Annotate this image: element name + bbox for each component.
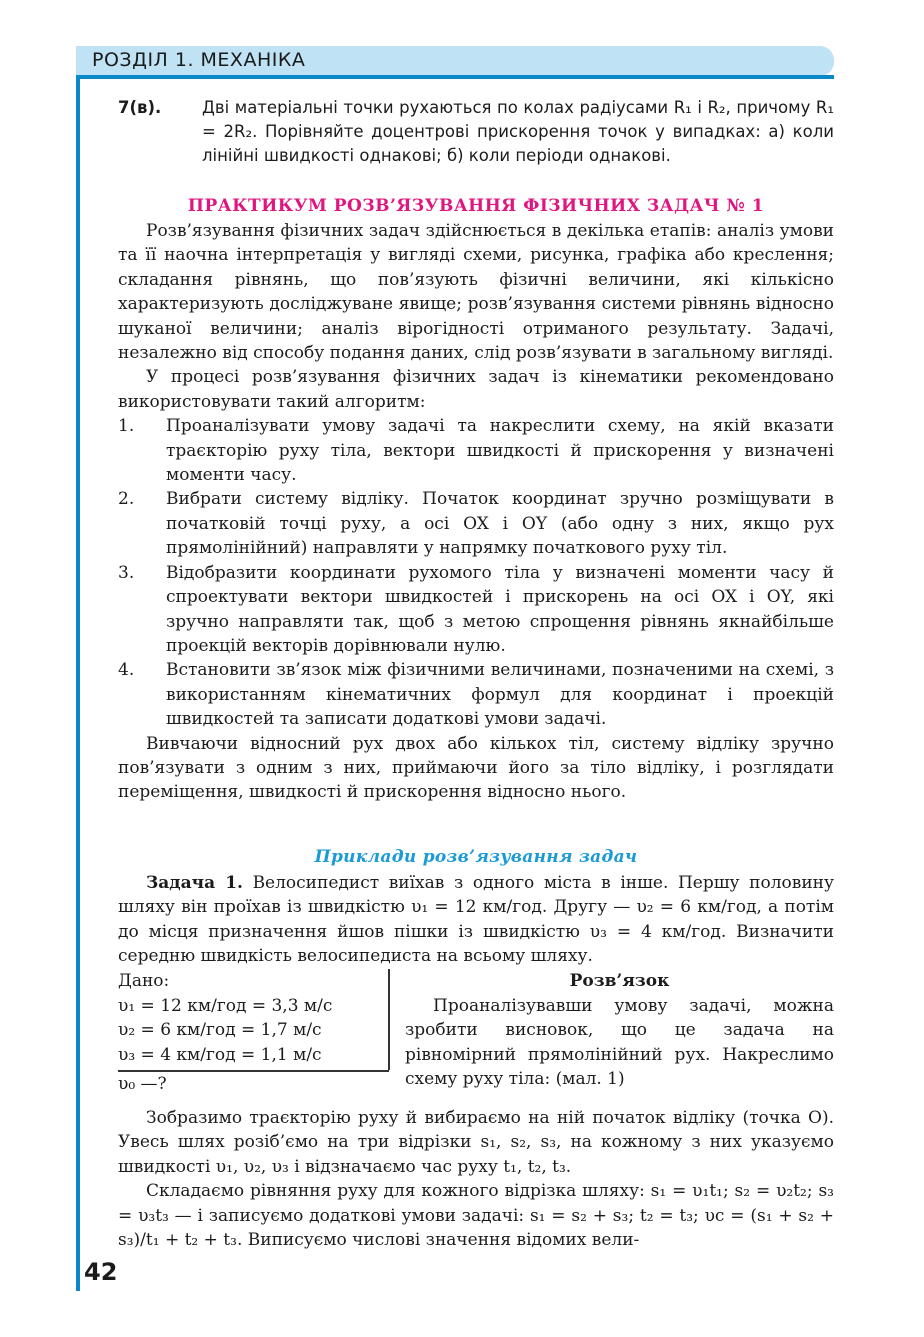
given-block xyxy=(118,969,388,1097)
task-7-number: 7(в). xyxy=(118,98,162,117)
practicum-heading: ПРАКТИКУМ РОЗВ’ЯЗУВАННЯ ФІЗИЧНИХ ЗАДАЧ № 1 xyxy=(187,196,765,216)
header-rule xyxy=(76,75,834,79)
given-line: υ₁ = 12 км/год = 3,3 м/с xyxy=(118,995,333,1016)
step-text: Відобразити координати рухомого тіла у визначені моменти часу й спроектувати вектори швидкостей і прискорень на осі OX і OY, які зручно направляти так, щоб з метою спрощення рівнянь якнайбільше проекцій векторів дорівнювали нулю. xyxy=(166,562,834,656)
continuation xyxy=(118,1106,834,1252)
step-text: Встановити зв’язок між фізичними величинами, позначеними на схемі, з використанням кінематичних формул для координат і проекцій швидкостей та записати додаткові умови задачі. xyxy=(166,660,834,730)
algorithm-list xyxy=(118,414,834,731)
given-divider-horizontal xyxy=(118,1070,389,1072)
algorithm-step xyxy=(118,487,834,560)
algorithm-step xyxy=(118,658,834,731)
given-label: Дано: xyxy=(118,971,170,991)
practicum-paragraph-1: Розв’язування фізичних задач здійснюється в декілька етапів: аналіз умови та її наочна інтерпретація у вигляді схеми, рисунка, графіка або креслення; складання рівнянь, що пов’язують фізичні величини, які кількісно характеризують досліджуване явище; розв’язування системи рівнянь відносно шуканої величини; аналіз вірогідності отриманого результату. Задачі, незалежно від способу подання даних, слід розв’язувати в загальному вигляді. xyxy=(118,221,834,364)
solution-title: Розв’язок xyxy=(569,971,670,991)
solution-block xyxy=(405,969,834,1092)
algorithm-step xyxy=(118,414,834,487)
given-divider-vertical xyxy=(388,969,390,1070)
examples-heading: Приклади розв’язування задач xyxy=(314,847,638,867)
continuation-paragraph-1: Зобразимо траєкторію руху й вибираємо на ній початок відліку (точка O). Увесь шлях розіб’ємо на три відрізки s₁, s₂, s₃, на кожному з них указуємо швидкості υ₁, υ₂, υ₃ і відзначаємо час руху t₁, t₂, t₃. xyxy=(118,1108,834,1177)
side-rule xyxy=(76,79,80,1291)
step-number: 3. xyxy=(118,562,135,583)
algorithm-step xyxy=(118,561,834,659)
step-text: Проаналізувати умову задачі та накреслити схему, на якій вказати траєкторію руху тіла, вектори швидкості й прискорення у визначені моменти часу. xyxy=(166,416,834,486)
practicum-paragraph-2: У процесі розв’язування фізичних задач із кінематики рекомендовано використовувати такий алгоритм: xyxy=(118,367,834,412)
problem-text: Велосипедист виїхав з одного міста в інше. Першу половину шляху він проїхав із швидкістю υ₁ = 12 км/год. Другу — υ₂ = 6 км/год, а потім до місця призначення йшов пішки із швидкістю υ₃ = 4 км/год. Визначити середню швидкість велосипедиста на всьому шляху. xyxy=(118,873,834,967)
page-number: 42 xyxy=(84,1258,118,1286)
practicum-body xyxy=(118,219,834,805)
given-find: υ₀ —? xyxy=(118,1074,167,1095)
solution-text: Проаналізувавши умову задачі, можна зробити висновок, що це задача на рівномірний прямолінійний рух. Накреслимо схему руху тіла: (мал. 1) xyxy=(405,995,834,1090)
problem-1 xyxy=(118,871,834,969)
step-text: Вибрати систему відліку. Початок координат зручно розміщувати в початковій точці руху, а осі OX і OY (або одну з них, якщо рух прямолінійний) направляти у напрямку початкового руху тіл. xyxy=(166,489,834,559)
step-number: 2. xyxy=(118,489,135,510)
step-number: 1. xyxy=(118,416,135,437)
given-line: υ₃ = 4 км/год = 1,1 м/с xyxy=(118,1044,322,1065)
task-7-text: Дві матеріальні точки рухаються по колах радіусами R₁ і R₂, причому R₁ = 2R₂. Порівняйте доцентрові прискорення точок у випадках: а) коли лінійні швидкості однакові; б) коли періоди однакові. xyxy=(202,98,834,165)
given-line: υ₂ = 6 км/год = 1,7 м/с xyxy=(118,1020,322,1041)
problem-label: Задача 1. xyxy=(146,873,243,893)
step-number: 4. xyxy=(118,660,135,681)
continuation-paragraph-2: Складаємо рівняння руху для кожного відрізка шляху: s₁ = υ₁t₁; s₂ = υ₂t₂; s₃ = υ₃t₃ — і записуємо додаткові умови задачі: s₁ = s₂ + s₃; t₂ = t₃; υс = (s₁ + s₂ + s₃)/t₁ + t₂ + t₃. Виписуємо числові значення відомих вели- xyxy=(118,1181,834,1251)
task-7 xyxy=(118,96,834,168)
section-title: РОЗДІЛ 1. МЕХАНІКА xyxy=(92,49,306,71)
practicum-paragraph-3: Вивчаючи відносний рух двох або кількох тіл, систему відліку зручно пов’язувати з одним з них, приймаючи його за тіло відліку, і розглядати переміщення, швидкості й прискорення відносно нього. xyxy=(118,733,834,803)
